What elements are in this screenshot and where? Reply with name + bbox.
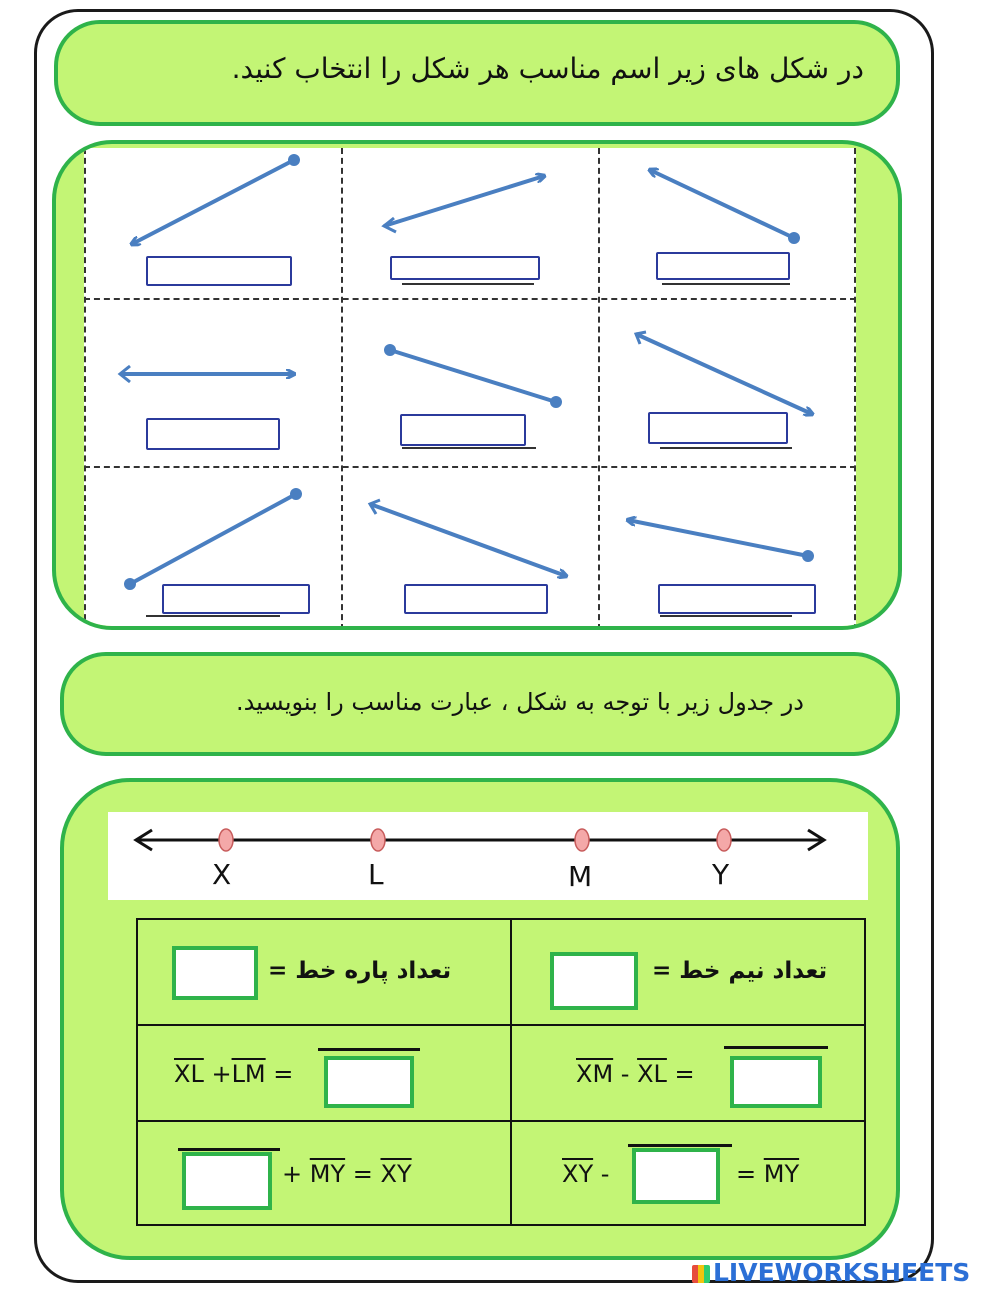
endpoint-dot	[288, 154, 300, 166]
answer-box[interactable]	[400, 414, 526, 446]
endpoint-dot	[802, 550, 814, 562]
expression-xl-lm: $\overline{XL} +\overline{LM}$ =	[174, 1060, 294, 1088]
ray-count-input[interactable]	[550, 952, 638, 1010]
liveworksheets-logo: LIVEWORKSHEETS	[692, 1258, 970, 1287]
answer-box[interactable]	[404, 584, 548, 614]
line-shape	[370, 504, 566, 576]
point-l-marker	[371, 829, 385, 851]
segment-shape	[130, 494, 296, 584]
answer-box[interactable]	[146, 256, 292, 286]
table-divider	[138, 1024, 864, 1026]
ray-count-label: تعداد نیم خط =	[652, 958, 828, 984]
instruction-1-text: در شکل های زیر اسم مناسب هر شکل را انتخاب کنید.	[231, 52, 864, 85]
overline-bar	[178, 1148, 280, 1151]
table-panel	[60, 778, 900, 1260]
expression-my-xy: + $\overline{MY} = \overline{XY}$	[282, 1160, 412, 1188]
instruction-2-text: در جدول زیر با توجه به شکل ، عبارت مناسب را بنویسید.	[235, 688, 804, 716]
point-label: Y	[712, 858, 730, 891]
ray-shape	[628, 520, 808, 556]
point-label: L	[368, 858, 384, 891]
xm-minus-xl-input[interactable]	[730, 1056, 822, 1108]
ray-shape	[650, 170, 794, 238]
endpoint-dot	[124, 578, 136, 590]
sum-to-xy-input[interactable]	[182, 1152, 272, 1210]
answer-box[interactable]	[390, 256, 540, 280]
endpoint-dot	[384, 344, 396, 356]
xy-minus-input[interactable]	[632, 1148, 720, 1204]
point-x-marker	[219, 829, 233, 851]
endpoint-dot	[550, 396, 562, 408]
expression-equals-my: = $\overline{MY}$	[736, 1160, 800, 1188]
table-divider	[510, 920, 512, 1224]
table-divider	[138, 1120, 864, 1122]
shapes-panel	[52, 140, 902, 630]
segment-shape	[390, 350, 556, 402]
answer-box[interactable]	[656, 252, 790, 280]
line-shape	[384, 176, 544, 226]
expression-xm-xl: $\overline{XM} - \overline{XL}$ =	[576, 1060, 695, 1088]
number-line	[108, 812, 868, 900]
line-shape	[636, 334, 812, 414]
point-label: M	[568, 860, 593, 893]
overline-bar	[724, 1046, 828, 1049]
shapes-grid	[84, 148, 856, 630]
overline-bar	[628, 1144, 732, 1147]
answer-box[interactable]	[146, 418, 280, 450]
instruction-banner-1	[54, 20, 900, 126]
answer-box[interactable]	[162, 584, 310, 614]
expression-xy-minus: $\overline{XY}$ -	[562, 1160, 610, 1188]
xl-plus-lm-input[interactable]	[324, 1056, 414, 1108]
endpoint-dot	[290, 488, 302, 500]
logo-icon	[692, 1265, 710, 1283]
answer-box[interactable]	[648, 412, 788, 444]
point-m-marker	[575, 829, 589, 851]
ray-shape	[132, 160, 294, 244]
endpoint-dot	[788, 232, 800, 244]
instruction-banner-2	[60, 652, 900, 756]
point-y-marker	[717, 829, 731, 851]
segment-count-label: تعداد پاره خط =	[268, 958, 452, 984]
answer-table	[136, 918, 866, 1226]
segment-count-input[interactable]	[172, 946, 258, 1000]
point-label: X	[212, 858, 232, 891]
shapes-drawing	[84, 148, 856, 630]
overline-bar	[318, 1048, 420, 1051]
answer-box[interactable]	[658, 584, 816, 614]
